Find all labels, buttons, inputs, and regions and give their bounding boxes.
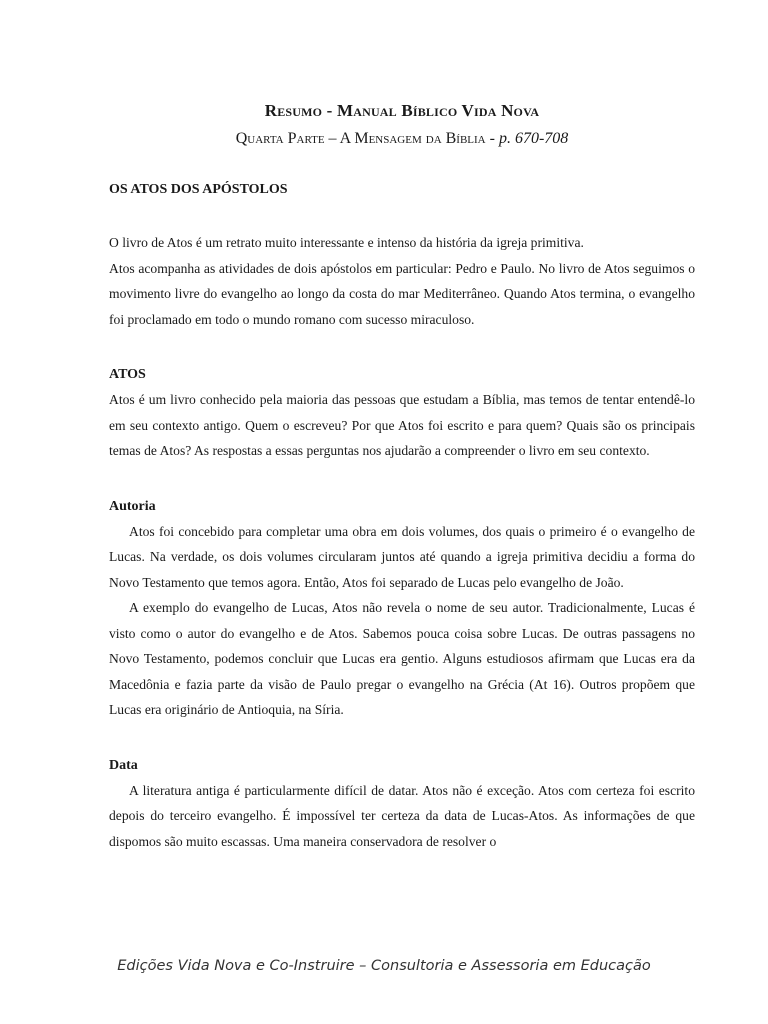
atos-heading: ATOS [109,367,146,382]
data-block [109,753,695,855]
data-paragraph-1: A literatura antiga é particularmente difícil de datar. Atos não é exceção. Atos com certeza foi escrito depois do terceiro evangelho. É impossível ter certeza da data de Lucas-Atos. As informações de que dispomos são muito escassas. Uma maneira conservadora de resolver o [109,782,695,849]
document-title: Resumo - Manual Bíblico Vida Nova [264,101,540,120]
document-page [109,100,695,854]
atos-block [109,362,695,464]
document-subtitle [109,128,695,150]
intro-paragraph-2: Atos acompanha as atividades de dois apóstolos em particular: Pedro e Paulo. No livro de Atos seguimos o movimento livre do evangelho ao longo da costa do mar Mediterrâneo. Quando Atos termina, o evangelho foi proclamado em todo o mundo romano com sucesso miraculoso. [109,260,695,327]
page-footer: Edições Vida Nova e Co-Instruire – Consultoria e Assessoria em Educação [117,958,651,974]
section-title: OS ATOS DOS APÓSTOLOS [109,182,288,197]
data-heading: Data [109,757,138,773]
autoria-heading: Autoria [109,498,156,514]
autoria-paragraph-2: A exemplo do evangelho de Lucas, Atos não revela o nome de seu autor. Tradicionalmente, Lucas é visto como o autor do evangelho e de Atos. Sabemos pouca coisa sobre Lucas. De outras passagens no Novo Testamento, podemos concluir que Lucas era gentio. Alguns estudiosos afirmam que Lucas era da Macedônia e fazia parte da visão de Paulo pregar o evangelho na Grécia (At 16). Outros propõem que Lucas era originário de Antioquia, na Síria. [109,600,695,717]
subtitle-main: Quarta Parte – A Mensagem da Bíblia - [235,130,499,147]
intro-block [109,230,695,332]
atos-paragraph-1: Atos é um livro conhecido pela maioria das pessoas que estudam a Bíblia, mas temos de tentar entendê-lo em seu contexto antigo. Quem o escreveu? Por que Atos foi escrito e para quem? Quais são os principais temas de Atos? As respostas a essas perguntas nos ajudarão a compreender o livro em seu contexto. [109,392,695,458]
autoria-block [109,494,695,723]
autoria-paragraph-1: Atos foi concebido para completar uma obra em dois volumes, dos quais o primeiro é o evangelho de Lucas. Na verdade, os dois volumes circularam juntos até quando a igreja primitiva decidiu a forma do Novo Testamento que temos agora. Então, Atos foi separado de Lucas pelo evangelho de João. [109,523,695,590]
subtitle-pages: p. 670-708 [498,130,569,147]
intro-paragraph-1: O livro de Atos é um retrato muito interessante e intenso da história da igreja primitiva. [109,235,584,250]
